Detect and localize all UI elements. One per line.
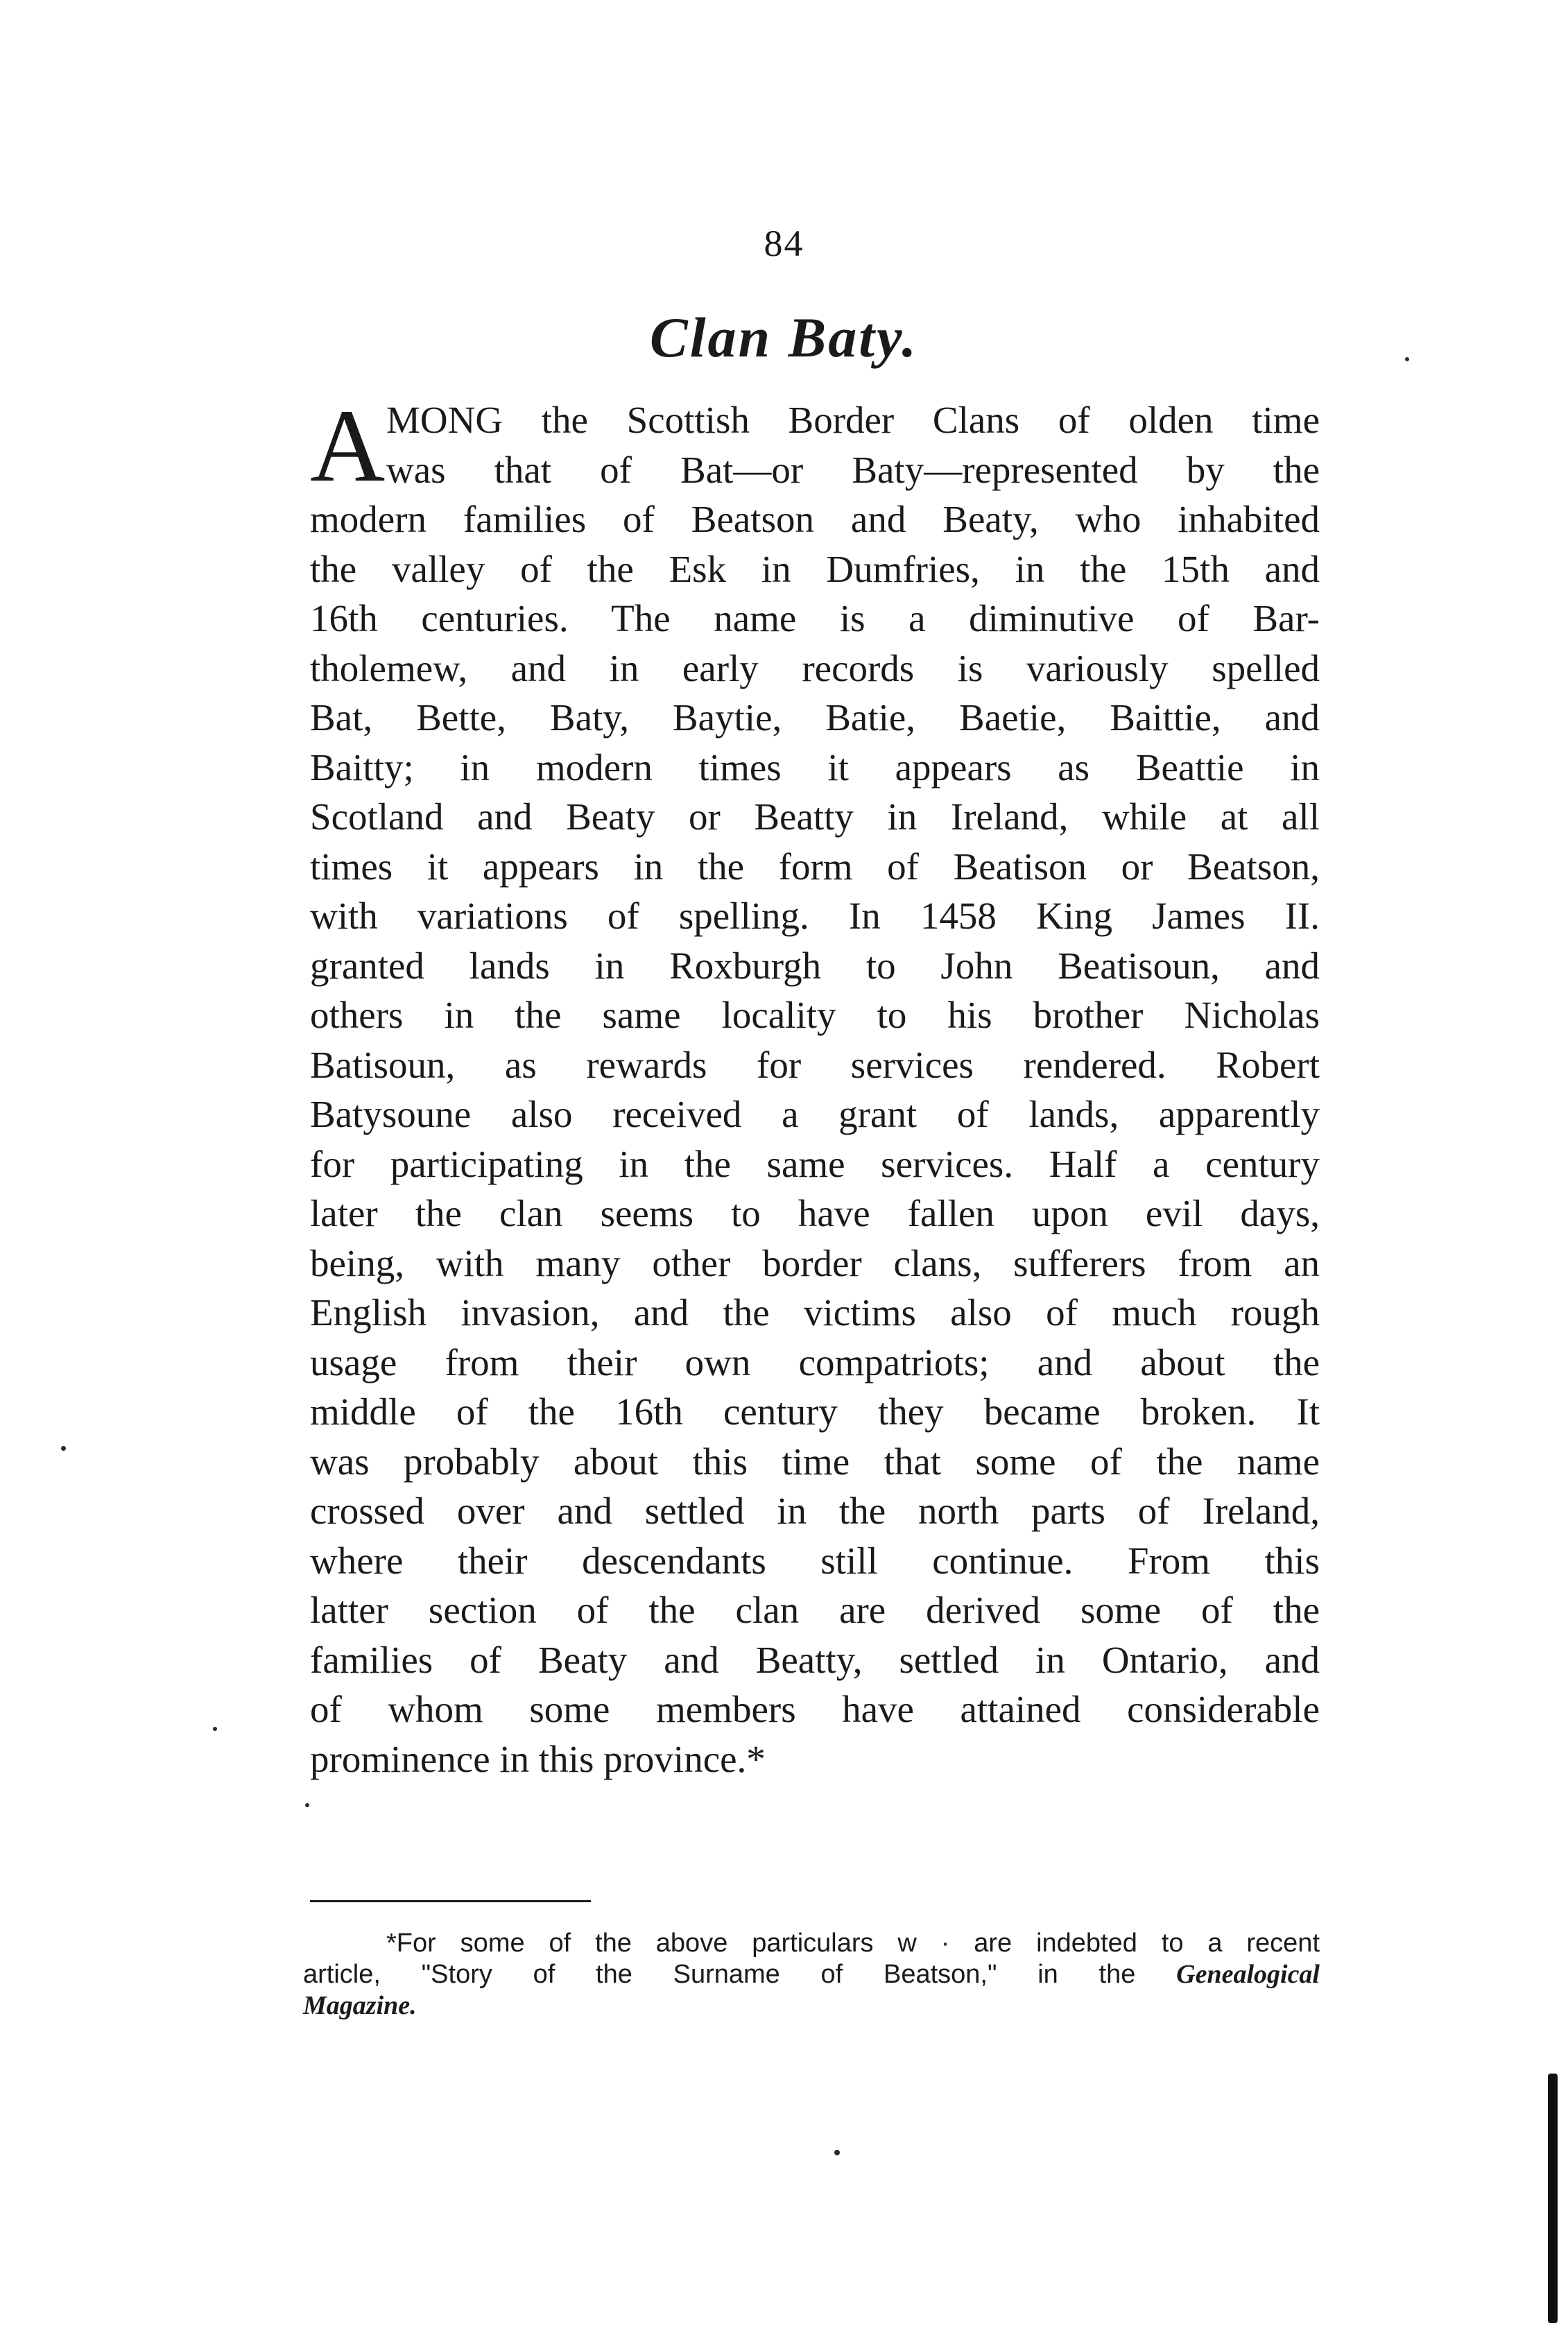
text-line: Baitty; in modern times it appears as Beattie in bbox=[310, 746, 1320, 788]
text-line: families of Beaty and Beatty, settled in Ontario, and bbox=[310, 1638, 1320, 1681]
text-line: later the clan seems to have fallen upon evil days, bbox=[310, 1192, 1320, 1234]
text-line: usage from their own compatriots; and about the bbox=[310, 1341, 1320, 1384]
drop-cap: A bbox=[310, 388, 386, 503]
text-line: being, with many other border clans, sufferers from an bbox=[310, 1241, 1320, 1284]
text-line: was probably about this time that some of the name bbox=[310, 1440, 1320, 1483]
footnote-text: article, "Story of the Surname of Beatson," in the bbox=[303, 1960, 1136, 1989]
text-line: crossed over and settled in the north parts of Ireland, bbox=[310, 1490, 1320, 1532]
text-line: Batysoune also received a grant of lands, apparently bbox=[310, 1093, 1320, 1135]
text-line: with variations of spelling. In 1458 King James II. bbox=[310, 895, 1320, 937]
scan-speck bbox=[61, 1446, 66, 1451]
text-line: where their descendants still continue. From this bbox=[310, 1539, 1320, 1582]
text-line: English invasion, and the victims also of much rough bbox=[310, 1291, 1320, 1334]
footnote-italic-text: Genealogical bbox=[1176, 1960, 1320, 1989]
text-line: of whom some members have attained considerable bbox=[310, 1688, 1320, 1730]
text-line: Bat, Bette, Baty, Baytie, Batie, Baetie, Baittie, and bbox=[310, 696, 1320, 739]
footnote bbox=[303, 1928, 1320, 2022]
scan-edge-mark bbox=[1548, 2074, 1558, 2323]
scan-speck bbox=[213, 1727, 217, 1731]
chapter-title: Clan Baty. bbox=[650, 306, 918, 369]
text-line: Scotland and Beaty or Beatty in Ireland, while at all bbox=[310, 795, 1320, 838]
text-line: granted lands in Roxburgh to John Beatisoun, and bbox=[310, 944, 1320, 987]
text-line: tholemew, and in early records is variously spelled bbox=[310, 646, 1320, 689]
text-line: prominence in this province.* bbox=[310, 1737, 766, 1780]
text-line: modern families of Beatson and Beaty, who inhabited bbox=[310, 498, 1320, 540]
scan-speck bbox=[834, 2150, 840, 2155]
footnote-line bbox=[303, 1990, 1320, 2022]
footnote-line bbox=[303, 1959, 1320, 1990]
footnote-divider bbox=[310, 1900, 591, 1902]
text-line: for participating in the same services. Half a century bbox=[310, 1142, 1320, 1185]
scan-speck bbox=[305, 1803, 309, 1807]
text-line: latter section of the clan are derived some of the bbox=[310, 1589, 1320, 1631]
text-line: Batisoun, as rewards for services rendered. Robert bbox=[310, 1043, 1320, 1086]
scan-speck bbox=[1405, 357, 1409, 361]
page-number: 84 bbox=[764, 223, 804, 264]
text-line: was that of Bat—or Baty—represented by the bbox=[386, 448, 1320, 491]
text-line: times it appears in the form of Beatison or Beatson, bbox=[310, 845, 1320, 888]
body-paragraph bbox=[310, 388, 1320, 1784]
text-line: 16th centuries. The name is a diminutive of Bar- bbox=[310, 597, 1320, 639]
text-line: MONG the Scottish Border Clans of olden time bbox=[386, 399, 1320, 441]
footnote-line: *For some of the above particulars w · are indebted to a recent bbox=[386, 1929, 1320, 1958]
footnote-italic-text: Magazine. bbox=[303, 1991, 417, 2020]
text-line: the valley of the Esk in Dumfries, in the 15th and bbox=[310, 547, 1320, 590]
text-line: middle of the 16th century they became broken. It bbox=[310, 1390, 1320, 1433]
text-line: others in the same locality to his brother Nicholas bbox=[310, 994, 1320, 1036]
